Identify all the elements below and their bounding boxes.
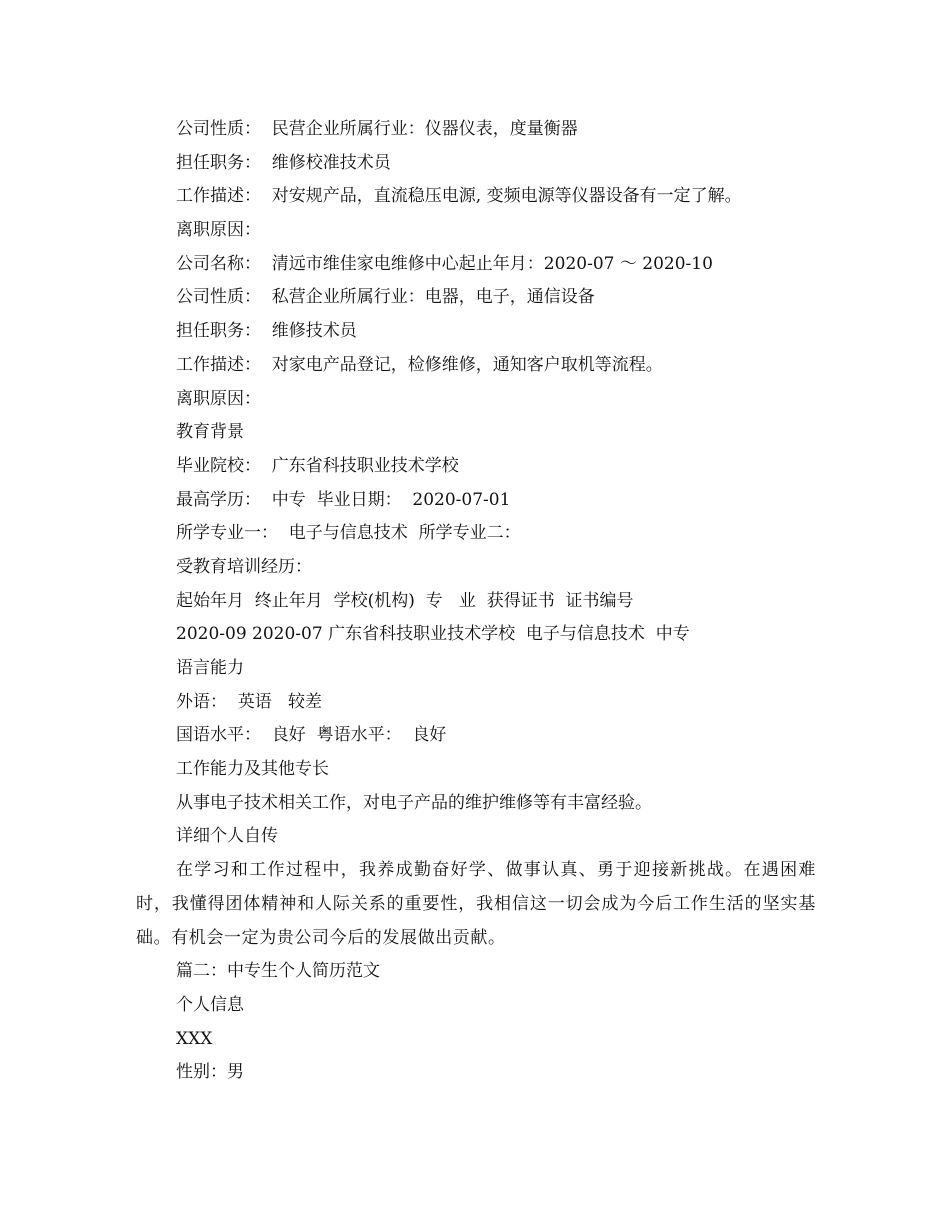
autobiography-paragraph: 在学习和工作过程中，我养成勤奋好学、做事认真、勇于迎接新挑战。在遇困难时，我懂得团体精神和人际关系的重要性，我相信这一切会成为今后工作生活的坚实基础。有机会一定为贵公司今后的发展做出贡献。 <box>136 860 816 948</box>
job-description-line: 工作描述： 对安规产品，直流稳压电源, 变频电源等仪器设备有一定了解。 <box>176 186 742 207</box>
name-line: XXX <box>176 1028 213 1049</box>
personal-info-heading: 个人信息 <box>176 994 244 1015</box>
foreign-language-line: 外语： 英语 较差 <box>176 691 323 712</box>
leave-reason-line-2: 离职原因： <box>176 388 261 409</box>
training-table-row: 2020-09 2020-07 广东省科技职业技术学校 电子与信息技术 中专 <box>176 624 690 645</box>
school-line: 毕业院校： 广东省科技职业技术学校 <box>176 455 459 476</box>
mandarin-cantonese-line: 国语水平： 良好 粤语水平： 良好 <box>176 725 447 746</box>
degree-line: 最高学历： 中专 毕业日期： 2020-07-01 <box>176 489 511 510</box>
company-type-line-2: 公司性质： 私营企业所属行业：电器，电子，通信设备 <box>176 287 595 308</box>
leave-reason-line: 离职原因： <box>176 220 261 241</box>
position-line: 担任职务： 维修校准技术员 <box>176 152 391 173</box>
gender-line: 性别：男 <box>176 1062 244 1083</box>
language-heading: 语言能力 <box>176 658 244 678</box>
skills-line: 从事电子技术相关工作，对电子产品的维护维修等有丰富经验。 <box>176 792 652 813</box>
company-name-line: 公司名称： 清远市维佳家电维修中心起止年月：2020-07 ～ 2020-10 <box>176 253 713 274</box>
document-body <box>136 113 816 1090</box>
article-two-title: 篇二：中专生个人简历范文 <box>176 961 380 982</box>
training-table-header: 起始年月 终止年月 学校(机构) 专 业 获得证书 证书编号 <box>176 590 634 611</box>
autobiography-heading: 详细个人自传 <box>176 826 278 847</box>
position-line-2: 担任职务： 维修技术员 <box>176 321 357 342</box>
education-heading: 教育背景 <box>176 422 244 443</box>
job-description-line-2: 工作描述： 对家电产品登记，检修维修，通知客户取机等流程。 <box>176 354 663 375</box>
company-type-line: 公司性质： 民营企业所属行业：仪器仪表，度量衡器 <box>176 119 578 139</box>
training-heading: 受教育培训经历： <box>176 556 312 577</box>
major-line: 所学专业一： 电子与信息技术 所学专业二： <box>176 523 521 544</box>
skills-heading: 工作能力及其他专长 <box>176 759 329 780</box>
